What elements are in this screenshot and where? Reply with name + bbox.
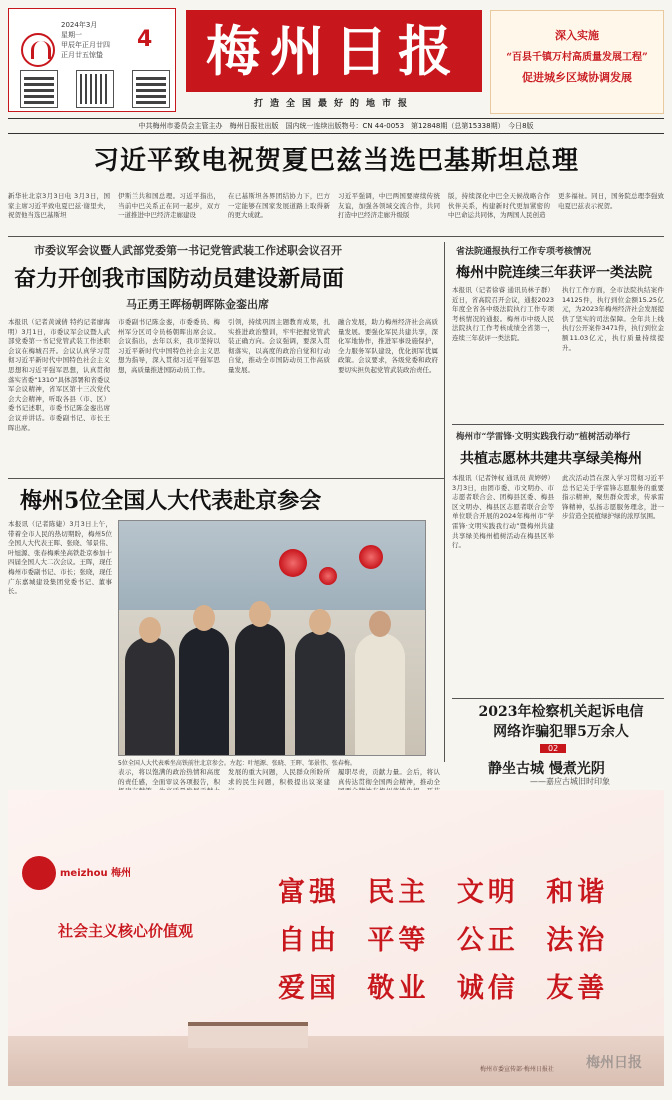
divider xyxy=(8,236,664,237)
value-item: 富强 xyxy=(278,877,340,908)
newspaper-logo-icon xyxy=(21,33,55,67)
qr-code-icon[interactable] xyxy=(77,71,113,107)
story3-headline[interactable]: 共植志愿林共建共享绿美梅州 xyxy=(460,451,642,467)
value-item: 诚信 xyxy=(456,973,519,1004)
story1-kicker: 市委议军会议暨人武部党委第一书记党管武装工作述职会议召开 xyxy=(34,244,342,257)
ad-footer: 梅州市委宣传部·梅州日报社 xyxy=(480,1066,554,1073)
date-year-month: 2024年3月 xyxy=(61,21,98,29)
flower-decoration xyxy=(279,549,307,577)
value-item: 爱国 xyxy=(278,973,340,1004)
person-figure xyxy=(125,637,175,755)
column-divider xyxy=(444,242,445,762)
value-item: 和谐 xyxy=(546,877,609,908)
divider xyxy=(452,424,664,425)
building-silhouette xyxy=(8,1036,664,1086)
story1-column: 市委副书记陈金銮，市委委员、梅州军分区司令员杨朝晖出席会议。会议指出，去年以来，我市坚持以习近平新时代中国特色社会主义思想为指导，深入贯彻习近平强军思想，高质量推进国防动员工作。 xyxy=(118,318,220,374)
flower-decoration xyxy=(319,567,337,585)
story1-column: 融合发展，助力梅州经济社会高质量发展。要强化军民共建共享，深化军地协作，推进军事设施保护，全力服务军队建设，优化拥军优属政策。会议要求，各级党委和政府要切实担负起党管武装政治责任。 xyxy=(338,318,438,374)
value-item: 友善 xyxy=(546,973,609,1004)
building-roof xyxy=(188,1022,308,1048)
story6-headline[interactable]: 静坐古城 慢煮光阴 xyxy=(488,761,605,777)
qr-code-icon[interactable] xyxy=(21,71,57,107)
story5-headline[interactable]: 2023年检察机关起诉电信网络诈骗犯罪5万余人 xyxy=(478,704,644,740)
person-head xyxy=(369,611,391,637)
lead-column: 新华社北京3月3日电 3月3日，国家主席习近平致电夏巴兹·谢里夫，祝贺他当选巴基斯坦 xyxy=(8,192,110,220)
value-row xyxy=(278,966,608,1005)
ad-brand: meizhou 梅州 xyxy=(60,868,132,879)
story6-subhead: ——嘉应古城旧时印象 xyxy=(530,777,610,786)
promo-line-2: “百县千镇万村高质量发展工程” xyxy=(506,52,648,63)
lead-column: 习近平强调，中巴两国要赓续传统友谊，加强各领域交流合作，共同打造中巴经济走廊升级版 xyxy=(338,192,440,220)
story5-page-badge: 02 xyxy=(540,744,566,753)
divider xyxy=(452,698,664,699)
person-figure xyxy=(295,631,345,755)
person-figure xyxy=(179,627,229,755)
newspaper-title: 梅州日报 xyxy=(186,10,482,92)
promo-line-3: 促进城乡区域协调发展 xyxy=(522,71,632,84)
story4-column: 本报讯（记者陈婕）3月3日上午，带着全市人民的热切期盼，梅州5位全国人大代表王晖、张晓、邹景伟、叶旭源、张春梅乘坐高铁赴京参加十四届全国人大二次会议。王晖，现任梅州市委副书记、市长；张晓，现任广东嘉城建设集团党委书记、董事长。 xyxy=(8,520,112,596)
story4-column: 发展的重大问题，人民群众所盼所求的民生问题，积极提出议案建 xyxy=(228,768,330,786)
person-figure xyxy=(355,633,405,755)
qr-code-icon[interactable] xyxy=(133,71,169,107)
promo-box xyxy=(490,10,664,114)
value-row xyxy=(278,870,608,909)
value-item: 法治 xyxy=(546,925,609,956)
value-item: 自由 xyxy=(278,925,340,956)
divider xyxy=(8,478,444,479)
promo-line-1: 深入实施 xyxy=(555,29,599,42)
date-box xyxy=(8,8,176,112)
meizhou-logo-icon xyxy=(22,856,56,890)
story1-column: 引领，持续巩固主题教育成果，扎实推进政治整训，牢牢把握党管武装正确方向。会议强调，要深入贯彻落实，以高度的政治自觉和行动自觉，推动全市国防动员工作高质量发展。 xyxy=(228,318,330,374)
solar-term: 正月廿五惊蛰 xyxy=(61,51,103,59)
story3-column: 此次活动旨在深入学习贯彻习近平总书记关于学雷锋志愿服务的重要指示精神，聚焦群众需求，传承雷锋精神，弘扬志愿服务理念，进一步营造全民植绿护绿的浓厚氛围。 xyxy=(562,474,664,521)
story3-column: 本报讯（记者钟权 通讯员 黄婷婷）3月3日，由团市委、市文明办、市志愿者联合会、团梅县区委、梅县区文明办、梅县区志愿者联合会等单位联合开展的2024年梅州市“学雷锋·文明实践我行动”暨梅州共建共享绿美梅州植树活动在梅县区举行。 xyxy=(452,474,554,550)
story3-kicker: 梅州市“学雷锋·文明实践我行动”植树活动举行 xyxy=(456,432,631,442)
story2-headline[interactable]: 梅州中院连续三年获评一类法院 xyxy=(456,265,652,281)
story1-subhead: 马正勇王晖杨朝晖陈金銮出席 xyxy=(126,298,269,311)
story2-kicker: 省法院通报执行工作专项考核情况 xyxy=(456,247,592,257)
day-number: 4 xyxy=(137,27,153,52)
value-item: 平等 xyxy=(367,925,430,956)
story1-headline[interactable]: 奋力开创我市国防动员建设新局面 xyxy=(14,266,345,292)
story1-column: 本报讯（记者黄诚倩 特约记者廖海明）3月1日，市委议军会议暨人武部党委第一书记党管武装工作述职会议在梅城召开。会议认真学习贯彻习近平新时代中国特色社会主义思想和习近平强军思想，认真贯彻落实省委“1310”具体部署和省委议军会议精神，省军区第十三次党代会大会精神，听取各县（市、区）委书记述职，市委书记陈金銮出席会议并讲话。市委副书记、市长王晖出席。 xyxy=(8,318,110,432)
value-item: 公正 xyxy=(456,925,519,956)
lead-column: 更多福祉。同日，国务院总理李强致电夏巴兹表示祝贺。 xyxy=(558,192,664,210)
story4-column: 表示，将以饱满的政治热情和高度的责任感，全面审议各项报告，积 xyxy=(118,768,220,786)
value-item: 民主 xyxy=(367,877,430,908)
flower-decoration xyxy=(359,545,383,569)
publication-info: 中共梅州市委员会主管主办 梅州日报社出版 国内统一连续出版物号：CN 44-0053 第12848期（总第15338期） 今日8版 xyxy=(8,118,664,134)
person-head xyxy=(249,601,271,627)
newspaper-slogan: 打造全国最好的地市报 xyxy=(253,99,414,109)
value-item: 敬业 xyxy=(367,973,430,1004)
story2-column: 本报讯（记者徐睿 通讯员林子群）近日，省高院召开会议，通报2023年度全省各中级法院执行工作专项考核情况的通报。梅州市中级人民法院执行工作考核成绩全省第一，连续三年获评一类法院。 xyxy=(452,286,554,342)
watermark: 梅州日报 xyxy=(586,1055,642,1071)
person-head xyxy=(139,617,161,643)
lunar-date: 甲辰年正月廿四 xyxy=(61,41,110,49)
story4-column: 履职尽责，贡献力量。会后，将认真传达贯彻全国两会精神，推动全 xyxy=(338,768,440,786)
weekday: 星期一 xyxy=(61,31,82,39)
core-values-ad[interactable] xyxy=(8,790,664,1086)
lead-column: 版，持续深化中巴全天候战略合作伙伴关系，构建新时代更加紧密的中巴命运共同体，为两国人民创造 xyxy=(448,192,550,220)
delegates-photo[interactable] xyxy=(118,520,426,756)
ad-left-title: 社会主义核心价值观 xyxy=(58,922,194,940)
person-head xyxy=(309,609,331,635)
value-row xyxy=(278,918,608,957)
person-figure xyxy=(235,623,285,755)
lead-column: 在已基斯坦各界团结协力下，巴方一定能够在国家发展道路上取得新的更大成就。 xyxy=(228,192,330,220)
lead-column: 伊斯兰共和国总理。习近平指出，当前中巴关系正在同一起步，双方一道推进中巴经济走廊建设 xyxy=(118,192,220,220)
person-head xyxy=(193,605,215,631)
lead-headline[interactable]: 习近平致电祝贺夏巴兹当选巴基斯坦总理 xyxy=(92,146,579,176)
value-item: 文明 xyxy=(456,877,519,908)
story4-headline[interactable]: 梅州5位全国人大代表赴京参会 xyxy=(20,488,322,514)
story2-column: 执行工作方面，全市法院执结案件14125件，执行到位金额15.25亿元，为2023年梅州经济社会发展提供了坚实的司法保障。全年共上线执行公开案件3471件，执行到位金额11.03亿元，执行质量持续提升。 xyxy=(562,286,664,352)
photo-caption: 5位全国人大代表乘坐高铁前往北京参会。左起：叶旭源、张晓、王晖、邹景伟、张春梅。 xyxy=(118,760,356,767)
